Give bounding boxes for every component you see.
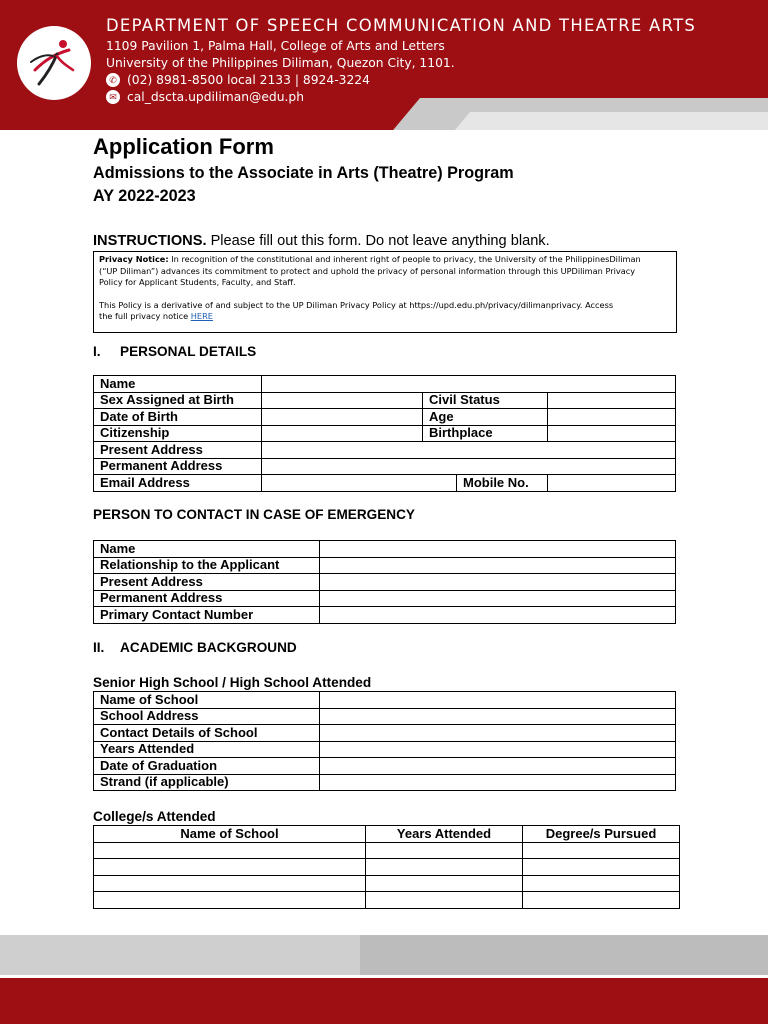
college-table — [93, 825, 680, 909]
privacy-link[interactable]: HERE — [190, 311, 213, 322]
table-row — [94, 692, 676, 709]
age-label: Age — [423, 409, 548, 426]
civil-status-label: Civil Status — [423, 392, 548, 409]
shs-heading: Senior High School / High School Attended — [93, 675, 372, 690]
email-label: Email Address — [94, 475, 262, 492]
table-row — [94, 442, 676, 459]
college-degree-field[interactable] — [523, 842, 680, 859]
table-row — [94, 425, 676, 442]
table-row — [94, 892, 680, 909]
privacy-notice — [93, 251, 677, 333]
privacy-text-5: the full privacy notice — [99, 311, 189, 322]
table-row — [94, 725, 676, 742]
shs-address-field[interactable] — [320, 708, 676, 725]
table-row — [94, 392, 676, 409]
college-col-school: Name of School — [94, 826, 366, 843]
section-number: II. — [93, 640, 105, 655]
emergency-permanent-address-field[interactable] — [320, 590, 676, 607]
shs-name-field[interactable] — [320, 692, 676, 709]
primary-contact-field[interactable] — [320, 607, 676, 624]
birthplace-field[interactable] — [548, 425, 676, 442]
age-field[interactable] — [548, 409, 676, 426]
emergency-permanent-address-label: Permanent Address — [94, 590, 320, 607]
table-row — [94, 541, 676, 558]
form-subtitle-year: AY 2022-2023 — [93, 187, 196, 205]
table-row — [94, 741, 676, 758]
present-address-label: Present Address — [94, 442, 262, 459]
section-personal-heading — [93, 344, 256, 359]
section-number: I. — [93, 344, 101, 359]
college-school-field[interactable] — [94, 842, 366, 859]
table-row — [94, 574, 676, 591]
instructions-text: Please fill out this form. Do not leave anything blank. — [210, 233, 550, 249]
letterhead — [0, 0, 768, 130]
emergency-name-field[interactable] — [320, 541, 676, 558]
footer-grey-light — [0, 935, 360, 975]
shs-contact-field[interactable] — [320, 725, 676, 742]
table-row — [94, 458, 676, 475]
emergency-present-address-label: Present Address — [94, 574, 320, 591]
dscta-logo — [17, 26, 91, 100]
form-subtitle-program: Admissions to the Associate in Arts (Theatre) Program — [93, 164, 514, 182]
college-years-field[interactable] — [366, 892, 523, 909]
college-years-field[interactable] — [366, 842, 523, 859]
college-school-field[interactable] — [94, 859, 366, 876]
name-label: Name — [94, 376, 262, 393]
table-header-row — [94, 826, 680, 843]
phone-icon: ✆ — [106, 73, 120, 87]
table-row — [94, 859, 680, 876]
shs-name-label: Name of School — [94, 692, 320, 709]
section-emergency-heading: PERSON TO CONTACT IN CASE OF EMERGENCY — [93, 507, 415, 522]
department-name: DEPARTMENT OF SPEECH COMMUNICATION AND THEATRE ARTS — [106, 16, 697, 35]
birthplace-label: Birthplace — [423, 425, 548, 442]
phone-numbers: (02) 8981-8500 local 2133 | 8924-3224 — [127, 73, 370, 87]
table-row — [94, 475, 676, 492]
emergency-name-label: Name — [94, 541, 320, 558]
envelope-icon: ✉ — [106, 90, 120, 104]
college-degree-field[interactable] — [523, 892, 680, 909]
dob-label: Date of Birth — [94, 409, 262, 426]
shs-contact-label: Contact Details of School — [94, 725, 320, 742]
shs-years-label: Years Attended — [94, 741, 320, 758]
college-years-field[interactable] — [366, 875, 523, 892]
shs-years-field[interactable] — [320, 741, 676, 758]
primary-contact-label: Primary Contact Number — [94, 607, 320, 624]
section-title: PERSONAL DETAILS — [120, 344, 257, 359]
college-col-degree: Degree/s Pursued — [523, 826, 680, 843]
dob-field[interactable] — [262, 409, 423, 426]
email-field[interactable] — [262, 475, 457, 492]
instructions-label: INSTRUCTIONS. — [93, 233, 207, 249]
permanent-address-label: Permanent Address — [94, 458, 262, 475]
name-field[interactable] — [262, 376, 676, 393]
table-row — [94, 842, 680, 859]
college-years-field[interactable] — [366, 859, 523, 876]
table-row — [94, 557, 676, 574]
college-degree-field[interactable] — [523, 859, 680, 876]
college-col-years: Years Attended — [366, 826, 523, 843]
shs-strand-label: Strand (if applicable) — [94, 774, 320, 791]
privacy-text-1: In recognition of the constitutional and inherent right of people to privacy, the University of the PhilippinesDiliman — [171, 254, 641, 264]
college-school-field[interactable] — [94, 892, 366, 909]
privacy-text-3: Policy for Applicant Students, Faculty, and Staff. — [99, 277, 296, 288]
table-row — [94, 708, 676, 725]
emergency-contact-table — [93, 540, 676, 624]
permanent-address-field[interactable] — [262, 458, 676, 475]
table-row — [94, 774, 676, 791]
privacy-text-4: This Policy is a derivative of and subject to the UP Diliman Privacy Policy at https://upd.edu.ph/privacy/dilimanprivacy. Access — [99, 299, 614, 310]
header-sweep-light — [436, 112, 768, 130]
civil-status-field[interactable] — [548, 392, 676, 409]
table-row — [94, 376, 676, 393]
mobile-field[interactable] — [548, 475, 676, 492]
sex-label: Sex Assigned at Birth — [94, 392, 262, 409]
logo-figure-icon — [17, 26, 91, 100]
citizenship-label: Citizenship — [94, 425, 262, 442]
footer-grey-band — [0, 935, 768, 975]
table-row — [94, 409, 676, 426]
instructions — [93, 233, 550, 249]
college-degree-field[interactable] — [523, 875, 680, 892]
shs-strand-field[interactable] — [320, 774, 676, 791]
present-address-field[interactable] — [262, 442, 676, 459]
citizenship-field[interactable] — [262, 425, 423, 442]
privacy-text-2: (“UP Diliman”) advances its commitment to protect and uphold the privacy of personal information through this UPDiliman Privacy — [99, 265, 636, 276]
section-title: ACADEMIC BACKGROUND — [120, 640, 297, 655]
shs-graduation-label: Date of Graduation — [94, 758, 320, 775]
sex-field[interactable] — [262, 392, 423, 409]
emergency-present-address-field[interactable] — [320, 574, 676, 591]
address-line-2: University of the Philippines Diliman, Quezon City, 1101. — [106, 56, 455, 70]
college-heading: College/s Attended — [93, 809, 216, 824]
shs-address-label: School Address — [94, 708, 320, 725]
table-row — [94, 607, 676, 624]
section-academic-heading — [93, 640, 297, 655]
personal-details-table — [93, 375, 676, 492]
table-row — [94, 875, 680, 892]
shs-graduation-field[interactable] — [320, 758, 676, 775]
table-row — [94, 590, 676, 607]
address-line-1: 1109 Pavilion 1, Palma Hall, College of Arts and Letters — [106, 39, 445, 53]
high-school-table — [93, 691, 676, 791]
form-title: Application Form — [93, 134, 274, 159]
footer-red-band — [0, 978, 768, 1024]
relationship-field[interactable] — [320, 557, 676, 574]
table-row — [94, 758, 676, 775]
mobile-label: Mobile No. — [457, 475, 548, 492]
relationship-label: Relationship to the Applicant — [94, 557, 320, 574]
college-school-field[interactable] — [94, 875, 366, 892]
email-address[interactable]: cal_dscta.updiliman@edu.ph — [127, 90, 305, 104]
privacy-label: Privacy Notice: — [99, 254, 169, 264]
